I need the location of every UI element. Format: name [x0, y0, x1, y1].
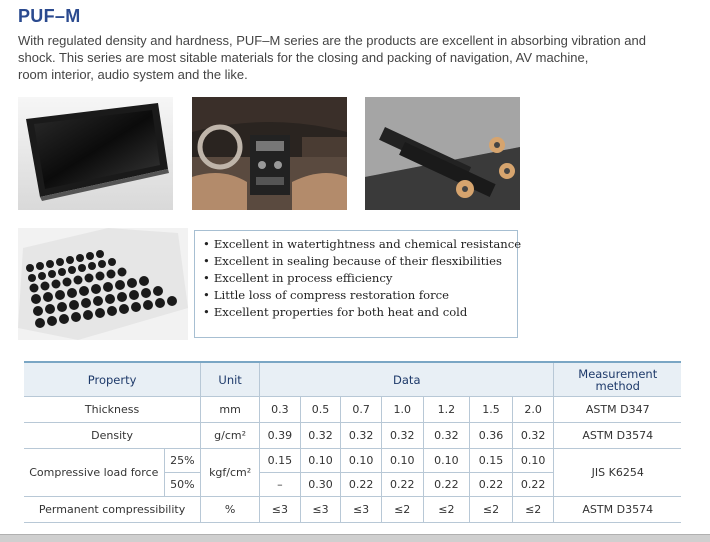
- data-cell: 0.15: [260, 449, 301, 473]
- data-cell: 0.22: [341, 473, 382, 497]
- row-label: Thickness: [24, 397, 201, 423]
- car-interior-image: [192, 97, 347, 210]
- data-cell: 0.32: [423, 423, 470, 449]
- data-cell: ≤2: [423, 497, 470, 523]
- data-cell: 0.32: [381, 423, 423, 449]
- intro-line: room interior, audio system and the like.: [18, 67, 248, 82]
- data-cell: 0.22: [423, 473, 470, 497]
- table-header-row: [24, 362, 681, 397]
- data-cell: ≤3: [300, 497, 341, 523]
- data-cell: 0.5: [300, 397, 341, 423]
- foam-rolls-image: [365, 97, 520, 210]
- data-cell: 0.36: [470, 423, 513, 449]
- header-property: Property: [24, 362, 201, 397]
- data-cell: 0.32: [341, 423, 382, 449]
- table-row-compressive-25: [24, 449, 681, 473]
- row-method: ASTM D3574: [554, 497, 681, 523]
- row-method: ASTM D3574: [554, 423, 681, 449]
- row-label: Density: [24, 423, 201, 449]
- header-unit: Unit: [201, 362, 260, 397]
- table-row-permanent-compressibility: [24, 497, 681, 523]
- data-cell: 1.2: [423, 397, 470, 423]
- data-cell: 0.10: [512, 449, 554, 473]
- header-data: Data: [260, 362, 554, 397]
- intro-line: shock. This series are most sitable materials for the closing and packing of navigation, AV machine,: [18, 50, 589, 65]
- row-method: ASTM D347: [554, 397, 681, 423]
- die-cut-pads-image: [18, 228, 188, 340]
- data-cell: 0.32: [512, 423, 554, 449]
- data-cell: 0.10: [381, 449, 423, 473]
- features-box: [194, 230, 522, 338]
- data-cell: ≤2: [512, 497, 554, 523]
- data-cell: 0.7: [341, 397, 382, 423]
- specification-table: [24, 361, 681, 523]
- features-list: [203, 236, 522, 321]
- row-unit: kgf/cm²: [201, 449, 260, 497]
- data-cell: 1.5: [470, 397, 513, 423]
- data-cell: 0.32: [300, 423, 341, 449]
- table-row-density: [24, 423, 681, 449]
- row-unit: g/cm²: [201, 423, 260, 449]
- feature-item: • Excellent properties for both heat and cold: [203, 304, 517, 321]
- data-cell: 0.10: [300, 449, 341, 473]
- data-cell: 1.0: [381, 397, 423, 423]
- feature-item: • Excellent in watertightness and chemical resistance: [203, 236, 517, 253]
- data-cell: 0.30: [300, 473, 341, 497]
- row-unit: mm: [201, 397, 260, 423]
- data-cell: ≤3: [341, 497, 382, 523]
- feature-item: • Excellent in process efficiency: [203, 270, 517, 287]
- data-cell: 0.22: [512, 473, 554, 497]
- page-title: PUF–M: [18, 6, 81, 26]
- data-cell: ≤2: [470, 497, 513, 523]
- feature-item: • Excellent in sealing because of their flesxibilities: [203, 253, 517, 270]
- table-row-thickness: [24, 397, 681, 423]
- data-cell: 0.10: [423, 449, 470, 473]
- row-percent: 25%: [164, 449, 201, 473]
- feature-item: • Little loss of compress restoration force: [203, 287, 517, 304]
- data-cell: 0.3: [260, 397, 301, 423]
- data-cell: 0.22: [470, 473, 513, 497]
- data-cell: 0.39: [260, 423, 301, 449]
- data-cell: 0.22: [381, 473, 423, 497]
- row-method: JIS K6254: [554, 449, 681, 497]
- row-label: Permanent compressibility: [24, 497, 201, 523]
- data-cell: ≤3: [260, 497, 301, 523]
- intro-paragraph: [18, 32, 688, 83]
- intro-line: With regulated density and hardness, PUF–M series are the products are excellent in absorbing vibration and: [18, 33, 646, 48]
- data-cell: –: [260, 473, 301, 497]
- row-unit: %: [201, 497, 260, 523]
- navigation-device-image: [18, 97, 173, 210]
- data-cell: ≤2: [381, 497, 423, 523]
- row-percent: 50%: [164, 473, 201, 497]
- data-cell: 2.0: [512, 397, 554, 423]
- header-measurement-method: Measurement method: [554, 362, 681, 397]
- row-label: Compressive load force: [24, 449, 164, 497]
- data-cell: 0.15: [470, 449, 513, 473]
- data-cell: 0.10: [341, 449, 382, 473]
